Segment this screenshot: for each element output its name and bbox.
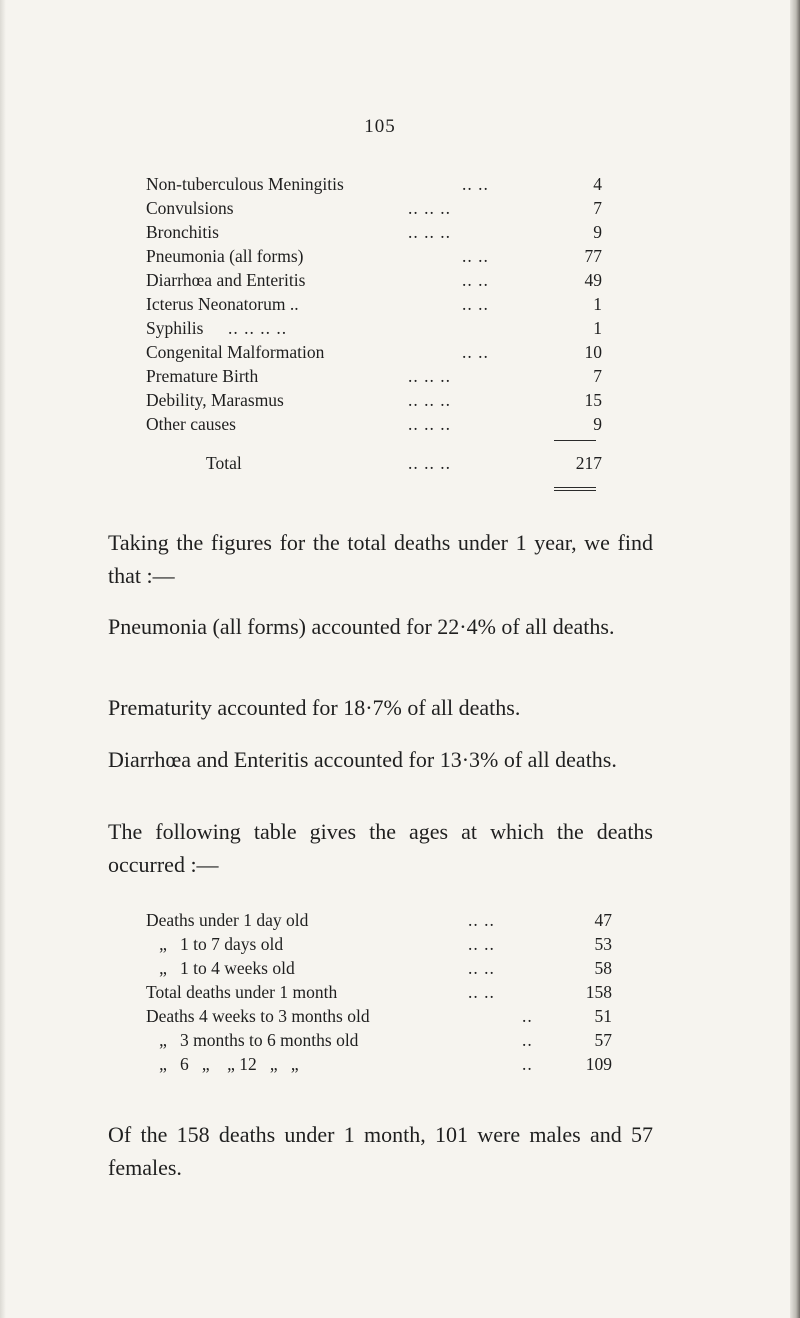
cause-count: 9: [593, 222, 602, 242]
cause-count: 77: [584, 246, 602, 266]
table-row: [146, 1004, 616, 1028]
cause-count: 4: [593, 174, 602, 194]
table-row: [146, 956, 616, 980]
leader-dots: .. .. ..: [408, 453, 451, 473]
age-label: Total deaths under 1 month: [146, 982, 338, 1002]
closing-paragraph: Of the 158 deaths under 1 month, 101 were males and 57 females.: [108, 1122, 653, 1180]
leader-dots: ..: [522, 1006, 533, 1026]
table-row: [146, 388, 606, 412]
table-row: [146, 932, 616, 956]
age-count: 53: [594, 934, 612, 954]
table-row: [146, 412, 606, 436]
total-label: Total: [206, 453, 242, 473]
ages-intro-paragraph: The following table gives the ages at which the deaths occurred :—: [108, 819, 653, 877]
age-label: „ 6 „ „ 12 „ „: [146, 1054, 299, 1074]
age-label: „ 3 months to 6 months old: [146, 1030, 359, 1050]
sum-rule: [554, 440, 596, 441]
leader-dots: .. ..: [462, 246, 489, 266]
leader-dots: .. ..: [468, 910, 495, 930]
cause-count: 9: [593, 414, 602, 434]
table-row: [146, 196, 606, 220]
leader-dots: .. .. ..: [408, 390, 451, 410]
cause-label: Debility, Marasmus: [146, 390, 284, 410]
leader-dots: .. .. ..: [408, 366, 451, 386]
table-row: [146, 292, 606, 316]
page-right-edge: [790, 0, 800, 1318]
double-rule-bottom: [554, 490, 596, 491]
age-label: Deaths under 1 day old: [146, 910, 309, 930]
cause-count: 1: [593, 318, 602, 338]
intro-paragraph: Taking the figures for the total deaths under 1 year, we find that :—: [108, 530, 653, 588]
age-count: 57: [594, 1030, 612, 1050]
prematurity-paragraph: Prematurity accounted for 18·7% of all deaths.: [108, 695, 521, 720]
leader-dots: .. ..: [468, 958, 495, 978]
leader-dots: ..: [522, 1030, 533, 1050]
pneumonia-paragraph: Pneumonia (all forms) accounted for 22·4% of all deaths.: [108, 614, 615, 639]
double-rule-top: [554, 487, 596, 488]
leader-dots: .. ..: [462, 174, 489, 194]
table-row: [146, 268, 606, 292]
age-count: 58: [594, 958, 612, 978]
cause-label: Syphilis: [146, 318, 204, 338]
leader-dots: .. ..: [462, 342, 489, 362]
leader-dots: .. .. ..: [408, 222, 451, 242]
cause-count: 15: [584, 390, 602, 410]
cause-label: Other causes: [146, 414, 236, 434]
total-count: 217: [575, 453, 602, 473]
table-row: [146, 980, 616, 1004]
leader-dots: .. ..: [468, 982, 495, 1002]
table-row: [146, 244, 606, 268]
cause-label: Diarrhœa and Enteritis: [146, 270, 306, 290]
age-label: „ 1 to 4 weeks old: [146, 958, 295, 978]
age-count: 47: [594, 910, 612, 930]
cause-count: 7: [593, 366, 602, 386]
age-count: 51: [594, 1006, 612, 1026]
table-row: [146, 340, 606, 364]
cause-count: 49: [584, 270, 602, 290]
table-row: [146, 172, 606, 196]
cause-label: Icterus Neonatorum ..: [146, 294, 299, 314]
cause-label: Non-tuberculous Meningitis: [146, 174, 344, 194]
age-count: 109: [585, 1054, 612, 1074]
cause-count: 10: [584, 342, 602, 362]
leader-dots: .. .. ..: [408, 198, 451, 218]
total-row: [146, 451, 606, 475]
table-row: [146, 316, 606, 340]
leader-dots: .. ..: [468, 934, 495, 954]
leader-dots: .. .. .. ..: [228, 318, 288, 338]
leader-dots: .. ..: [462, 294, 489, 314]
age-label: Deaths 4 weeks to 3 months old: [146, 1006, 370, 1026]
cause-label: Premature Birth: [146, 366, 259, 386]
cause-label: Pneumonia (all forms): [146, 246, 304, 266]
page-left-edge: [0, 0, 6, 1318]
cause-count: 1: [593, 294, 602, 314]
leader-dots: ..: [522, 1054, 533, 1074]
table-row: [146, 1052, 616, 1076]
table-row: [146, 364, 606, 388]
table-row: [146, 1028, 616, 1052]
table-row: [146, 220, 606, 244]
cause-count: 7: [593, 198, 602, 218]
page-number: 105: [364, 116, 396, 137]
leader-dots: .. .. ..: [408, 414, 451, 434]
cause-label: Convulsions: [146, 198, 234, 218]
cause-label: Congenital Malformation: [146, 342, 325, 362]
age-count: 158: [585, 982, 612, 1002]
age-label: „ 1 to 7 days old: [146, 934, 284, 954]
diarrhoea-paragraph: Diarrhœa and Enteritis accounted for 13·3% of all deaths.: [108, 747, 617, 772]
table-row: [146, 908, 616, 932]
cause-label: Bronchitis: [146, 222, 219, 242]
leader-dots: .. ..: [462, 270, 489, 290]
